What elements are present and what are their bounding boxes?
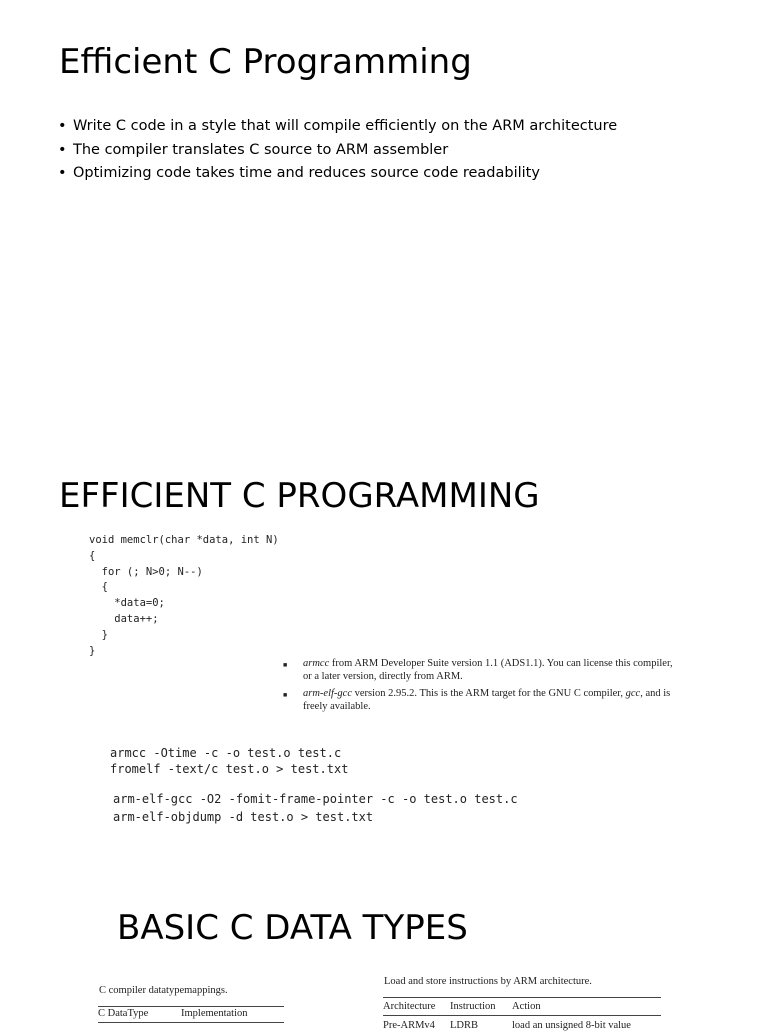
gcc-commands <box>113 790 518 826</box>
bullet-item: • Write C code in a style that will compile efficiently on the ARM architecture <box>58 118 618 134</box>
bullet-item: • Optimizing code takes time and reduces source code readability <box>58 165 540 181</box>
command-line: fromelf -text/c test.o > test.txt <box>110 762 349 776</box>
table-header: Architecture Instruction Action <box>383 998 661 1016</box>
code-line: data++; <box>89 612 159 625</box>
load-store-table-caption: Load and store instructions by ARM architecture. <box>384 976 592 987</box>
square-bullet-icon: ■ <box>283 661 288 669</box>
datatype-table <box>98 1006 284 1023</box>
datatype-table-caption: C compiler datatypemappings. <box>99 985 228 996</box>
note-armcc: ■ armcc from ARM Developer Suite version 1.1 (ADS1.1). You can license this compiler, or a later version, directly from ARM. <box>283 658 673 682</box>
load-store-table <box>383 997 661 1031</box>
code-line: { <box>89 549 96 562</box>
armcc-commands <box>110 745 348 777</box>
slide-3-title: BASIC C DATA TYPES <box>117 908 468 948</box>
bullet-item: • The compiler translates C source to ARM assembler <box>58 141 449 158</box>
command-line: arm-elf-objdump -d test.o > test.txt <box>113 810 374 824</box>
slide-1-title: Efficient C Programming <box>59 42 472 82</box>
compiler-notes <box>283 657 683 717</box>
code-line: { <box>89 581 108 594</box>
code-line: } <box>89 628 108 641</box>
code-line: for (; N>0; N--) <box>89 565 203 578</box>
square-bullet-icon: ■ <box>283 691 288 699</box>
code-line: } <box>89 644 96 657</box>
slide-2-title: EFFICIENT C PROGRAMMING <box>59 476 540 516</box>
table-header: C DataType Implementation <box>98 1007 284 1023</box>
command-line: arm-elf-gcc -O2 -fomit-frame-pointer -c -o test.o test.c <box>113 792 518 806</box>
table-row: Pre-ARMv4 LDRB load an unsigned 8-bit value <box>383 1020 631 1031</box>
note-arm-elf-gcc: ■ arm-elf-gcc version 2.95.2. This is the ARM target for the GNU C compiler, gcc, and is freely available. <box>283 688 671 712</box>
slide-1-bullet-list <box>58 115 617 186</box>
memclr-code-block <box>89 533 279 659</box>
code-line: void memclr(char *data, int N) <box>89 534 279 546</box>
command-line: armcc -Otime -c -o test.o test.c <box>110 746 342 760</box>
code-line: *data=0; <box>89 597 165 610</box>
